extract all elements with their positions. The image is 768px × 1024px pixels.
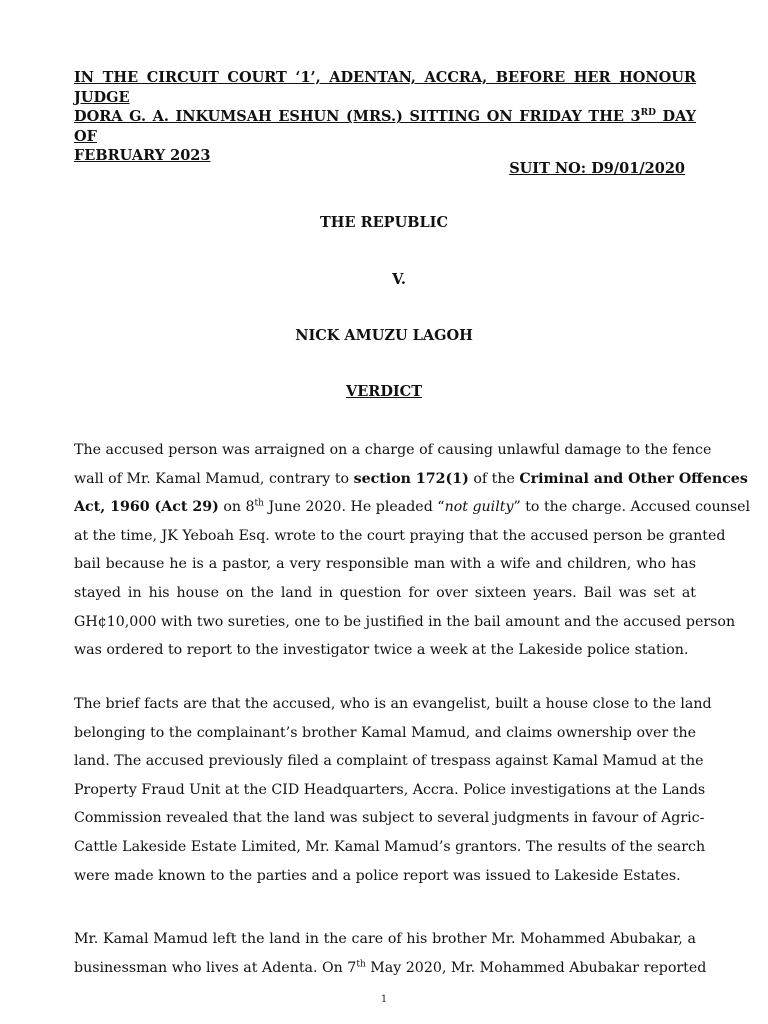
paragraph-2: The brief facts are that the accused, who is an evangelist, built a house close to the land belonging to the complainant’s brother Kamal Mamud, and claims ownership over the land. The accused previously filed a complaint of trespass against Kamal Mamud at the Property Fraud Unit at the CID Headquarters, Accra. Police investigations at the Lands Commission revealed that the land was subject to several judgments in favour of Agric- Cattle Lakeside Estate Limited, Mr. Kamal Mamud’s grantors. The results of the search were made known to the parties and a police report was issued to Lakeside Estates. <box>74 696 712 884</box>
party-accused: NICK AMUZU LAGOH <box>295 327 473 344</box>
court-heading <box>74 68 696 166</box>
heading-line-1: IN THE CIRCUIT COURT ‘1’, ADENTAN, ACCRA, BEFORE HER HONOUR JUDGE <box>74 69 696 106</box>
paragraph-1: The accused person was arraigned on a charge of causing unlawful damage to the fence wall of Mr. Kamal Mamud, contrary to section 172(1) of the Criminal and Other Offences Act, 1960 (Act 29) on 8th June 2020. He pleaded “not guilty” to the charge. Accused counsel at the time, JK Yeboah Esq. wrote to the court praying that the accused person be granted bail because he is a pastor, a very responsible man with a wife and children, who has stayed in his house on the land in question for over sixteen years. Bail was set at GH¢10,000 with two sureties, one to be justified in the bail amount and the accused person was ordered to report to the investigator twice a week at the Lakeside police station. <box>74 442 751 659</box>
versus-label: V. <box>392 271 406 288</box>
paragraph-3: Mr. Kamal Mamud left the land in the care of his brother Mr. Mohammed Abubakar, a businessman who lives at Adenta. On 7th May 2020, Mr. Mohammed Abubakar reported <box>74 931 707 976</box>
heading-line-2: DORA G. A. INKUMSAH ESHUN (MRS.) SITTING ON FRIDAY THE 3RD DAY OF <box>74 108 696 145</box>
party-plaintiff: THE REPUBLIC <box>319 214 448 231</box>
document-title: VERDICT <box>345 383 423 400</box>
page-number: 1 <box>380 994 388 1005</box>
heading-line-3: FEBRUARY 2023 <box>74 147 211 165</box>
suit-number: SUIT NO: D9/01/2020 <box>509 160 685 177</box>
